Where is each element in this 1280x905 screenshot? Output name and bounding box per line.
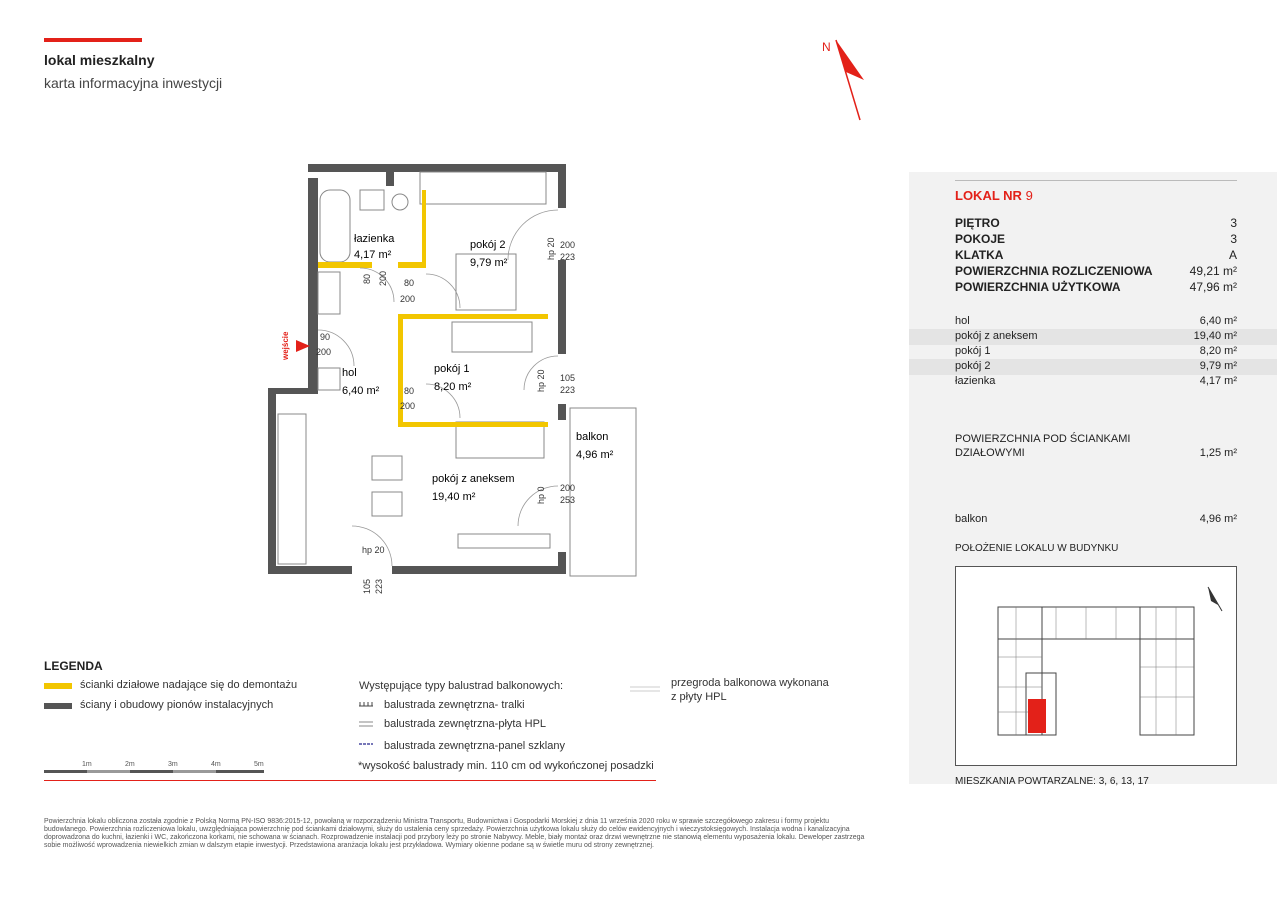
- dim-label: 90: [320, 332, 331, 342]
- room-area: 9,79 m²: [470, 257, 508, 269]
- prop-row: POWIERZCHNIA ROZLICZENIOWA 49,21 m²: [955, 264, 1237, 278]
- legend-gray: ściany i obudowy pionów instalacyjnych: [80, 699, 274, 711]
- dim-label: 253: [560, 495, 576, 505]
- unit-highlight: [1028, 699, 1046, 733]
- repeated-units: MIESZKANIA POWTARZALNE: 3, 6, 13, 17: [955, 776, 1149, 787]
- balustrady-title: Występujące typy balustrad balkonowych:: [359, 680, 564, 692]
- divider: [44, 780, 656, 781]
- building-location-map: [955, 566, 1237, 766]
- dim-label: 80: [404, 386, 415, 396]
- partition-row: DZIAŁOWYMI 1,25 m²: [955, 447, 1237, 459]
- hpl-icon: [358, 720, 374, 728]
- divider: [955, 180, 1237, 181]
- room-area: 6,40 m²: [342, 385, 380, 397]
- dim-label: 200: [560, 240, 576, 250]
- dim-label: 105: [362, 578, 372, 594]
- gray-swatch: [44, 703, 72, 709]
- dim-label: 200: [400, 401, 416, 411]
- location-title: POŁOŻENIE LOKALU W BUDYNKU: [955, 543, 1119, 554]
- scale-bar: [44, 758, 274, 778]
- page-title: lokal mieszkalny: [44, 52, 155, 68]
- legend-note: *wysokość balustrady min. 110 cm od wykończonej posadzki: [358, 760, 654, 772]
- dim-label: 200: [400, 294, 416, 304]
- room-name: balkon: [576, 431, 609, 443]
- page-subtitle: karta informacyjna inwestycji: [44, 75, 223, 91]
- legend-b1: balustrada zewnętrzna- tralki: [384, 699, 525, 711]
- dim-label: 223: [560, 385, 576, 395]
- dim-label: 80: [404, 278, 415, 288]
- dim-label: 80: [362, 273, 372, 284]
- room-name: hol: [342, 367, 357, 379]
- entrance-label: wejście: [281, 331, 290, 360]
- scale-label: 1m: [82, 761, 92, 768]
- room-area: 4,96 m²: [576, 449, 614, 461]
- room-row: łazienka 4,17 m²: [955, 375, 1237, 387]
- entrance-arrow-icon: [296, 340, 310, 352]
- dim-label: hp 0: [536, 486, 546, 504]
- lokal-number: LOKAL NR 9: [955, 188, 1033, 203]
- room-name: pokój z aneksem: [432, 473, 515, 485]
- legend-b2: balustrada zewnętrzna-płyta HPL: [384, 718, 547, 730]
- scale-label: 2m: [125, 761, 135, 768]
- legend-yellow: ścianki działowe nadające się do demontażu: [80, 679, 298, 691]
- compass-icon: [816, 34, 870, 124]
- scale-label: 3m: [168, 761, 178, 768]
- glass-panel-icon: [358, 740, 374, 748]
- prop-row: KLATKA A: [955, 248, 1237, 262]
- legend-b3: balustrada zewnętrzna-panel szklany: [384, 740, 565, 752]
- room-name: łazienka: [354, 233, 395, 245]
- yellow-swatch: [44, 683, 72, 689]
- dim-label: 223: [374, 578, 384, 594]
- przegroda-icon: [630, 686, 660, 692]
- dim-label: 105: [560, 373, 576, 383]
- dim-label: hp 20: [536, 369, 546, 392]
- dim-label: hp 20: [546, 237, 556, 260]
- room-name: pokój 2: [470, 239, 506, 251]
- header-accent-bar: [44, 38, 142, 42]
- room-row: pokój z aneksem 19,40 m²: [955, 330, 1237, 342]
- floor-plan: [260, 160, 660, 600]
- balkon-row: balkon 4,96 m²: [955, 513, 1237, 525]
- room-area: 4,17 m²: [354, 249, 392, 261]
- prop-row: POWIERZCHNIA UŻYTKOWA 47,96 m²: [955, 280, 1237, 294]
- footer-disclaimer: Powierzchnia lokalu obliczona została zgodnie z Polską Normą PN-ISO 9836:2015-12, powołaną w rozporządzeniu Ministra Transportu, Budownictwa i Gospodarki Morskiej z dnia 11 września 2020 roku w sprawie szczegółowego zakresu i formy projektu budowlanego. Powierzchnia rozliczeniowa lokalu, uwzględniająca powierzchnię pod ściankami działowymi, służy do ustalenia ceny sprzedaży. Powierzchnia użytkowa lokalu służy do celów ewidencyjnych i wieczystoksięgowych. Instalacja wodna i kanalizacyjna doprowadzona do kuchni, łazienki i WC, zakończona korkami, nie schowana w ścianach. Rozprowadzenie instalacji pod przybory leży po stronie Nabywcy. Meble, biały montaż oraz drzwi wewnętrzne nie stanowią elementu wyposażenia lokalu. Deweloper zastrzega sobie możliwość wprowadzenia niewielkich zmian w dalszym etapie inwestycji. Przedstawiona aranżacja lokalu jest przykładowa. Wymiary okienne podane są w świetle muru od strony zewnętrznej.: [44, 818, 865, 849]
- prop-row: PIĘTRO 3: [955, 216, 1237, 230]
- building-plan-icon: [956, 567, 1236, 765]
- partition-label: POWIERZCHNIA POD ŚCIANKAMI: [955, 433, 1131, 445]
- dim-label: 200: [560, 483, 576, 493]
- legend-title: LEGENDA: [44, 659, 103, 673]
- dim-label: 200: [378, 270, 388, 286]
- room-area: 19,40 m²: [432, 491, 476, 503]
- room-area: 8,20 m²: [434, 381, 472, 393]
- room-row: pokój 2 9,79 m²: [955, 360, 1237, 372]
- room-row: pokój 1 8,20 m²: [955, 345, 1237, 357]
- dim-label: 223: [560, 252, 576, 262]
- dim-label: hp 20: [362, 545, 385, 555]
- room-name: pokój 1: [434, 363, 470, 375]
- room-row: hol 6,40 m²: [955, 315, 1237, 327]
- compass-label: N: [822, 40, 831, 54]
- scale-label: 4m: [211, 761, 221, 768]
- prop-row: POKOJE 3: [955, 232, 1237, 246]
- tralki-icon: [358, 700, 374, 708]
- scale-label: 5m: [254, 761, 264, 768]
- dim-label: 200: [316, 347, 332, 357]
- legend-przegroda: przegroda balkonowa wykonana z płyty HPL: [671, 677, 829, 703]
